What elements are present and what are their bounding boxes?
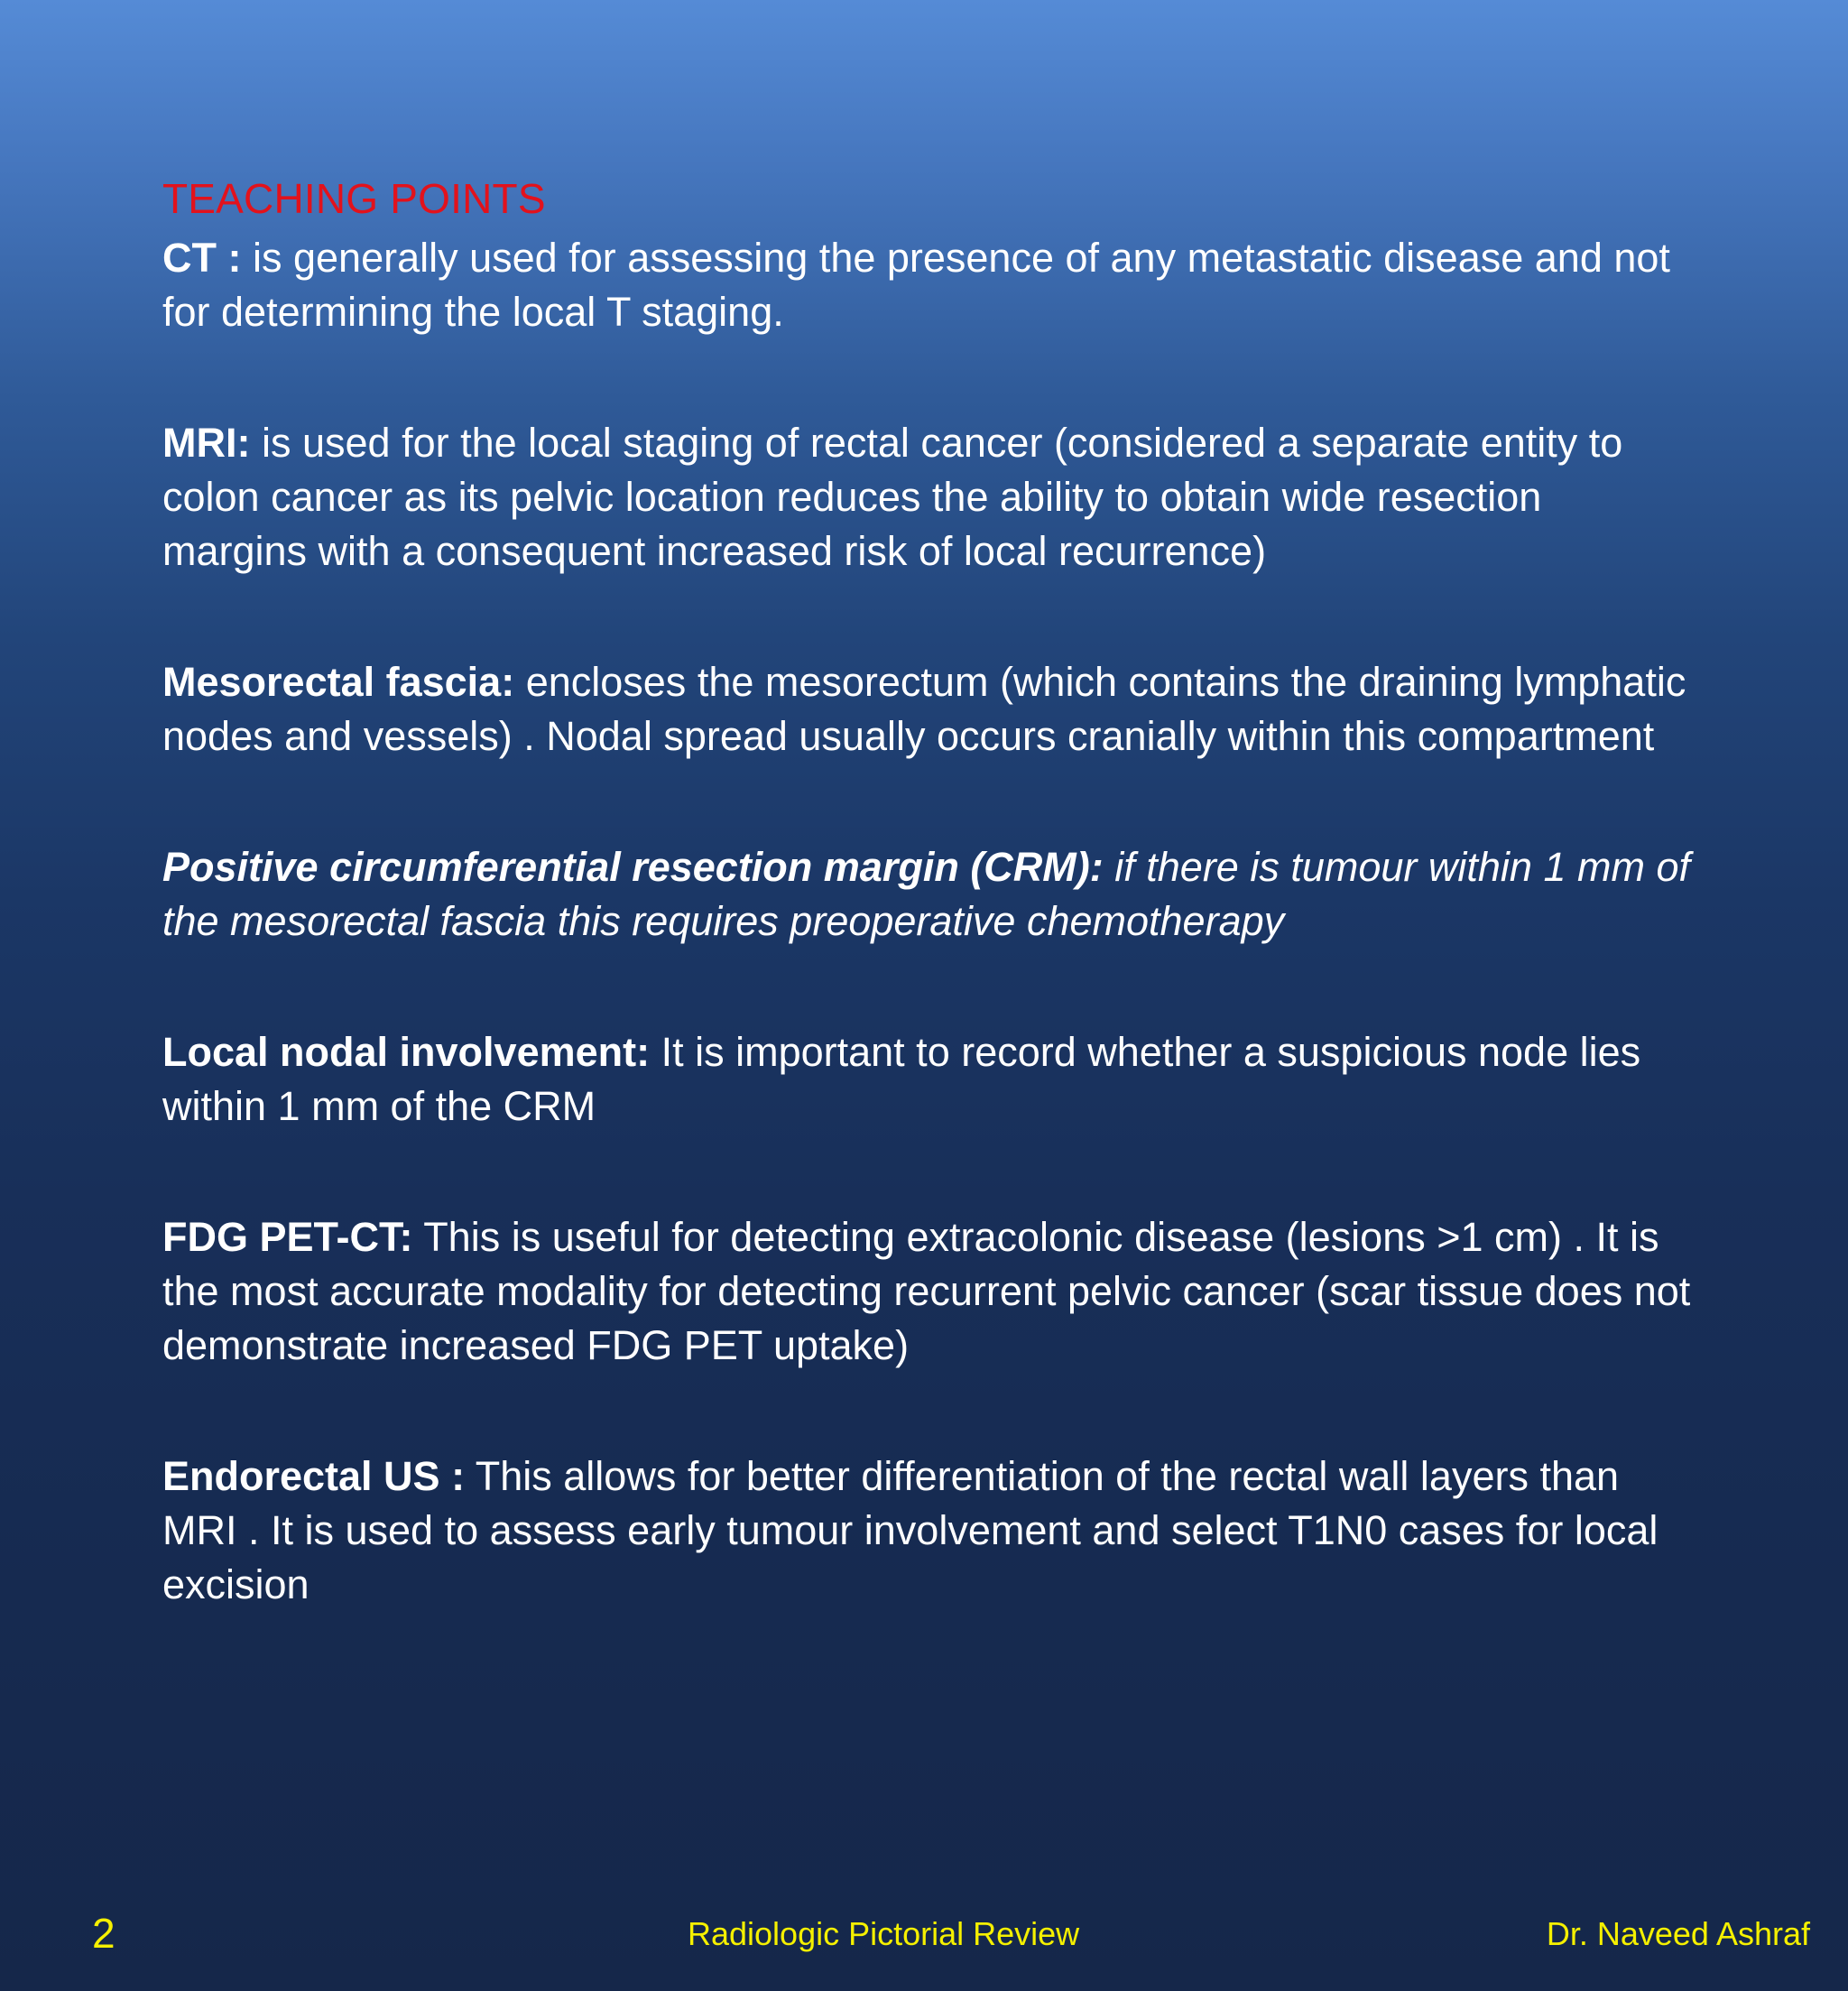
- point-mesorectal-fascia: [162, 655, 1696, 764]
- page-number: 2: [92, 1910, 116, 1957]
- point-term: MRI:: [162, 420, 251, 466]
- slide-heading: TEACHING POINTS: [162, 175, 546, 222]
- footer-title: Radiologic Pictorial Review: [688, 1915, 1080, 1952]
- slide-footer: [0, 1906, 1848, 1960]
- point-term: Endorectal US :: [162, 1453, 466, 1499]
- point-text: encloses the mesorectum (which contains the draining lymphatic nodes and vessels) . Nodal spread usually occurs cranially within this compartment: [162, 659, 1686, 759]
- footer-author: Dr. Naveed Ashraf: [1546, 1915, 1810, 1952]
- slide-content: [162, 171, 1696, 1612]
- point-crm: [162, 840, 1696, 949]
- point-text: It is important to record whether a suspicious node lies within 1 mm of the CRM: [162, 1029, 1641, 1129]
- point-text: This is useful for detecting extracolonic disease (lesions >1 cm) . It is the most accurate modality for detecting recurrent pelvic cancer (scar tissue does not demonstrate increased FDG PET uptake): [162, 1214, 1691, 1368]
- point-endorectal-us: [162, 1449, 1696, 1612]
- point-term: FDG PET-CT:: [162, 1214, 413, 1260]
- point-text: is used for the local staging of rectal cancer (considered a separate entity to colon cancer as its pelvic location reduces the ability to obtain wide resection margins with a consequent increased risk of local recurrence): [162, 420, 1623, 574]
- point-mri: [162, 416, 1696, 579]
- point-local-nodal: [162, 1025, 1696, 1134]
- point-term: Mesorectal fascia:: [162, 659, 515, 705]
- point-term: CT :: [162, 235, 242, 281]
- point-text: is generally used for assessing the presence of any metastatic disease and not for determining the local T staging.: [162, 235, 1670, 335]
- point-text: This allows for better differentiation of the rectal wall layers than MRI . It is used to assess early tumour involvement and select T1N0 cases for local excision: [162, 1453, 1659, 1607]
- point-ct: [162, 231, 1696, 339]
- point-fdg-pet-ct: [162, 1210, 1696, 1373]
- point-term: Local nodal involvement:: [162, 1029, 651, 1075]
- point-term: Positive circumferential resection margin (CRM):: [162, 844, 1104, 890]
- point-text: if there is tumour within 1 mm of the mesorectal fascia this requires preoperative chemotherapy: [162, 844, 1690, 944]
